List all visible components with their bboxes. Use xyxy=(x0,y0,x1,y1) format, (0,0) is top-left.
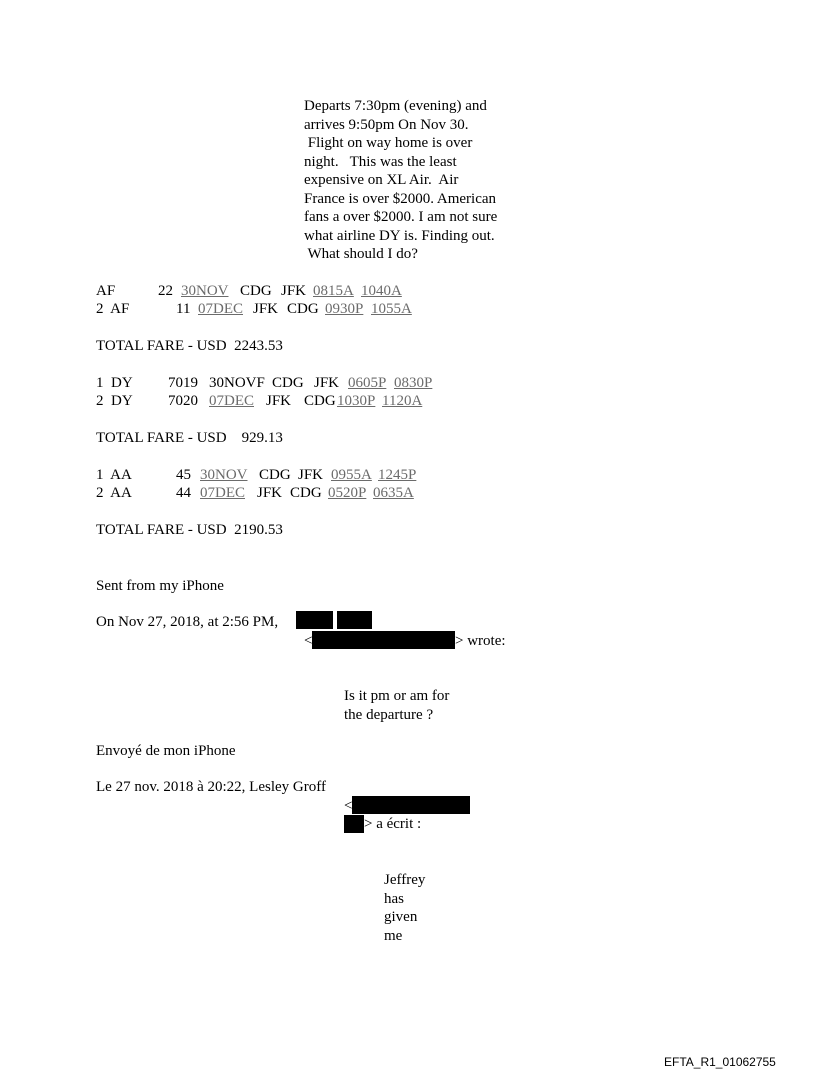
flight-number: 22 xyxy=(158,283,173,299)
flight-line: 2 AF xyxy=(96,301,130,317)
flight-line: 2 DY xyxy=(96,393,133,409)
reply1-angle-open: < xyxy=(304,633,313,649)
reply2-ecrit: > a écrit : xyxy=(364,816,422,832)
departure-time-link[interactable]: 0930P xyxy=(325,301,364,317)
reply1-body-line: the departure ? xyxy=(344,706,434,723)
flight-line: 1 AA xyxy=(96,467,132,483)
intro-line: fans a over $2000. I am not sure xyxy=(304,209,498,225)
total-fare: TOTAL FARE - USD 2243.53 xyxy=(96,338,283,354)
redacted-email xyxy=(344,815,364,833)
arrival-time-link[interactable]: 1245P xyxy=(378,467,417,483)
flight-date-link[interactable]: 07DEC xyxy=(200,485,245,501)
arrival-time-link[interactable]: 1055A xyxy=(371,301,412,317)
redacted-name xyxy=(296,611,333,629)
flight-date-link[interactable]: 30NOV xyxy=(181,283,229,299)
destination-airport: CDG xyxy=(304,393,336,409)
arrival-time-link[interactable]: 0830P xyxy=(394,375,433,391)
departure-time-link[interactable]: 0815A xyxy=(313,283,354,299)
flight-number: 11 xyxy=(176,301,191,317)
intro-line: expensive on XL Air. Air xyxy=(304,172,459,188)
origin-airport: JFK xyxy=(253,301,279,317)
destination-airport: JFK xyxy=(298,467,324,483)
redacted-email xyxy=(312,631,455,649)
flight-date-link[interactable]: 07DEC xyxy=(209,393,254,409)
intro-line: arrives 9:50pm On Nov 30. xyxy=(304,116,469,133)
intro-line: What should I do? xyxy=(304,246,418,262)
reply1-wrote: > wrote: xyxy=(455,633,506,649)
origin-airport: CDG xyxy=(272,375,304,391)
intro-line: Departs 7:30pm (evening) and xyxy=(304,98,487,114)
sent-from-signature: Sent from my iPhone xyxy=(96,578,224,594)
intro-line: what airline DY is. Finding out. xyxy=(304,227,495,244)
origin-airport: CDG xyxy=(240,283,272,299)
total-fare: TOTAL FARE - USD 2190.53 xyxy=(96,522,283,538)
flight-date: 30NOVF xyxy=(209,375,265,391)
arrival-time-link[interactable]: 0635A xyxy=(373,485,414,501)
flight-date-link[interactable]: 30NOV xyxy=(200,467,248,483)
flight-line: 2 AA xyxy=(96,485,132,501)
reply2-angle-open: < xyxy=(344,798,353,814)
reply1-body-line: Is it pm or am for xyxy=(344,688,450,704)
reply2-body-line: me xyxy=(384,927,403,944)
document-id: EFTA_R1_01062755 xyxy=(664,1055,776,1069)
arrival-time-link[interactable]: 1040A xyxy=(361,283,402,299)
reply2-body-line: has xyxy=(384,890,404,907)
total-fare: TOTAL FARE - USD 929.13 xyxy=(96,430,283,446)
intro-line: France is over $2000. American xyxy=(304,190,497,207)
origin-airport: CDG xyxy=(259,467,291,483)
intro-line: night. This was the least xyxy=(304,153,457,170)
departure-time-link[interactable]: 0955A xyxy=(331,467,372,483)
reply2-body-line: Jeffrey xyxy=(384,872,426,888)
redacted-email xyxy=(352,796,470,814)
destination-airport: CDG xyxy=(290,485,322,501)
reply1-header-text: On Nov 27, 2018, at 2:56 PM, xyxy=(96,614,279,630)
departure-time-link[interactable]: 0605P xyxy=(348,375,387,391)
redacted-name xyxy=(337,611,372,629)
flight-line: AF xyxy=(96,283,116,299)
destination-airport: JFK xyxy=(281,283,307,299)
origin-airport: JFK xyxy=(257,485,283,501)
flight-number: 45 xyxy=(176,467,191,483)
departure-time-link[interactable]: 1030P xyxy=(337,393,376,409)
envoye-signature: Envoyé de mon iPhone xyxy=(96,743,236,759)
flight-date-link[interactable]: 07DEC xyxy=(198,301,243,317)
destination-airport: JFK xyxy=(314,375,340,391)
reply2-body-line: given xyxy=(384,909,418,925)
reply2-header-text: Le 27 nov. 2018 à 20:22, Lesley Groff xyxy=(96,779,326,795)
intro-line: Flight on way home is over xyxy=(304,135,473,151)
flight-number: 44 xyxy=(176,485,191,501)
origin-airport: JFK xyxy=(266,393,292,409)
departure-time-link[interactable]: 0520P xyxy=(328,485,367,501)
destination-airport: CDG xyxy=(287,301,319,317)
flight-number: 7020 xyxy=(168,393,198,409)
flight-number: 7019 xyxy=(168,375,198,391)
flight-line: 1 DY xyxy=(96,375,133,391)
arrival-time-link[interactable]: 1120A xyxy=(382,393,423,409)
